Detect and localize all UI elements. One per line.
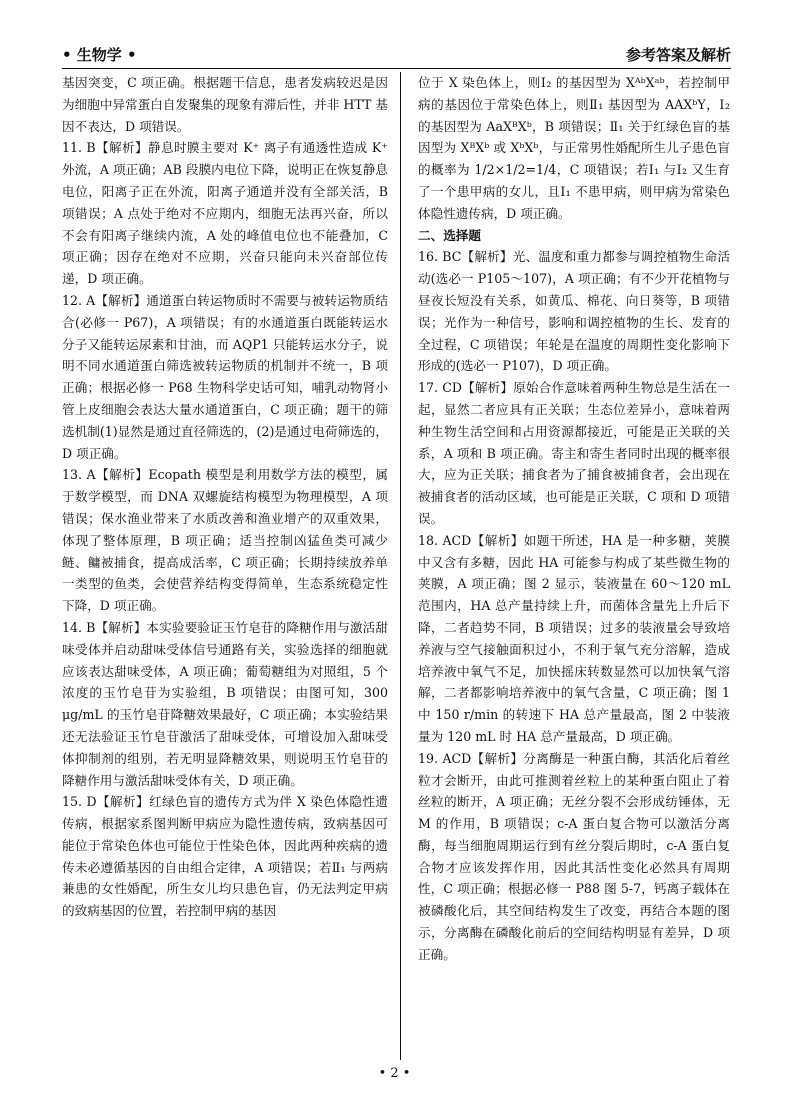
section-heading: 二、选择题	[418, 227, 481, 243]
answer-14: 14. B【解析】本实验要验证玉竹皂苷的降糖作用与激活甜味受体并启动甜味受体信号通路有关，实验选择的细胞就应该表达甜味受体，A 项正确；葡萄糖组为对照组，5 个浓度的玉竹皂苷为实验组，B 项错误；由图可知，300 μg/mL 的玉竹皂苷降糖效果最好，C 项正确；本实验结果还无法验证玉竹皂苷激活了甜味受体，可增设加入甜味受体抑制剂的组别，若无明显降糖效果，则说明玉竹皂苷的降糖作用与激活甜味受体有关，D 项正确。	[62, 619, 388, 788]
answer-17: 17. CD【解析】原始合作意味着两种生物总是生活在一起，显然二者应具有正关联；生态位差异小，意味着两种生物生活空间和占用资源都接近，可能是正关联的关系，A 项和 B 项正确。寄主和寄生者同时出现的概率很大，应为正关联；捕食者为了捕食被捕食者，会出现在被捕食者的活动区域，也可能是正关联，C 项和 D 项错误。	[418, 380, 730, 526]
column-divider	[400, 72, 401, 1060]
answer-19: 19. ACD【解析】分离酶是一种蛋白酶，其活化后着丝粒才会断开，由此可推测着丝粒上的某种蛋白阻止了着丝粒的断开，A 项正确；无丝分裂不会形成纺锤体，无 M 的作用，B 项错误；c-A 蛋白复合物可以激活分离酶，每当细胞周期运行到有丝分裂后期时，c-A 蛋白复合物才应该发挥作用，因此其活性变化必然具有周期性，C 项正确；根据必修一 P88 图 5-7，钙离子载体在被磷酸化后，其空间结构发生了改变，再结合本题的图示，分离酶在磷酸化前后的空间结构明显有差异，D 项正确。	[418, 750, 730, 962]
left-column	[62, 72, 388, 922]
answer-15-continued: 位于 X 染色体上，则Ⅰ₂ 的基因型为 XᴬᵇXᵃᵇ，若控制甲病的基因位于常染色体上，则Ⅱ₁ 基因型为 AAXᵇY，Ⅰ₂ 的基因型为 AaXᴮXᵇ，B 项错误；Ⅱ₁ 关于红绿色盲的基因型为 XᴮXᵇ 或 XᵇXᵇ，与正常男性婚配所生儿子患色盲的概率为 1/2×1/2=1/4，C 项错误；若Ⅰ₁ 与Ⅰ₂ 又生育了一个患甲病的女儿，且Ⅰ₁ 不患甲病，则甲病为常染色体隐性遗传病，D 项正确。	[418, 75, 730, 221]
right-column	[418, 72, 730, 966]
page-number: • 2 •	[378, 1066, 411, 1081]
answer-13: 13. A【解析】Ecopath 模型是利用数学方法的模型，属于数学模型，而 DNA 双螺旋结构模型为物理模型，A 项错误；保水渔业带来了水质改善和渔业增产的双重效果，体现了整体原理，B 项正确；适当控制凶猛鱼类可减少鲢、鳙被捕食，提高成活率，C 项正确；长期持续放养单一类型的鱼类，会使营养结构变得简单，生态系统稳定性下降，D 项正确。	[62, 467, 388, 614]
answer-18: 18. ACD【解析】如题干所述，HA 是一种多糖，荚膜中又含有多糖，因此 HA 可能参与构成了某些微生物的荚膜，A 项正确；图 2 显示，装液量在 60～120 mL 范围内，HA 总产量持续上升，而菌体含量先上升后下降，二者趋势不同，B 项错误；过多的装液量会导致培养液与空气接触面积过小，不利于氧气充分溶解，造成培养液中氧气不足，加快摇床转数显然可以加快氧气溶解，二者都影响培养液中的氧气含量，C 项正确；图 1 中 150 r/min 的转速下 HA 总产量最高，图 2 中装液量为 120 mL 时 HA 总产量最高，D 项正确。	[418, 532, 730, 744]
answer-11: 11. B【解析】静息时膜主要对 K⁺ 离子有通透性造成 K⁺ 外流，A 项正确；AB 段膜内电位下降，说明正在恢复静息电位，阳离子正在外流，阳离子通道并没有全部关活，B 项错误；A 点处于绝对不应期内，细胞无法再兴奋，所以不会有阳离子继续内流，A 处的峰值电位也不能叠加，C 项正确；因存在绝对不应期，兴奋只能向未兴奋部位传递，D 项正确。	[62, 140, 388, 287]
subject-title: • 生物学 •	[62, 46, 137, 64]
answer-15: 15. D【解析】红绿色盲的遗传方式为伴 X 染色体隐性遗传病，根据家系图判断甲病应为隐性遗传病，致病基因可能位于常染色体也可能位于性染色体，因此两种疾病的遗传未必遵循基因的自由组合定律，A 项错误；若Ⅱ₁ 与两病兼患的女性婚配，所生女儿均只患色盲，仍无法判定甲病的致病基因的位置，若控制甲病的基因	[62, 794, 388, 919]
section-title: 参考答案及解析	[625, 46, 731, 64]
answer-12: 12. A【解析】通道蛋白转运物质时不需要与被转运物质结合(必修一 P67)，A 项错误；有的水通道蛋白既能转运水分子又能转运尿素和甘油，而 AQP1 只能转运水分子，说明不同水通道蛋白筛选被转运物质的机制并不统一，B 项正确；根据必修一 P68 生物科学史话可知，哺乳动物肾小管上皮细胞会表达大量水通道蛋白，C 项正确；题干的筛选机制(1)显然是通过直径筛选的，(2)是通过电荷筛选的，D 项正确。	[62, 292, 388, 461]
paragraph-continuation: 基因突变，C 项正确。根据题干信息，患者发病较迟是因为细胞中异常蛋白自发聚集的现象有滞后性，并非 HTT 基因不表达，D 项错误。	[62, 75, 388, 134]
page-header	[62, 44, 731, 69]
answer-16: 16. BC【解析】光、温度和重力都参与调控植物生命活动(选必一 P105～107)，A 项正确；有不少开花植物与昼夜长短没有关系，如黄瓜、棉花、向日葵等，B 项错误；光作为一种信号，影响和调控植物的生长、发育的全过程，C 项错误；年轮是在温度的周期性变化影响下形成的(选必一 P107)，D 项正确。	[418, 249, 730, 374]
